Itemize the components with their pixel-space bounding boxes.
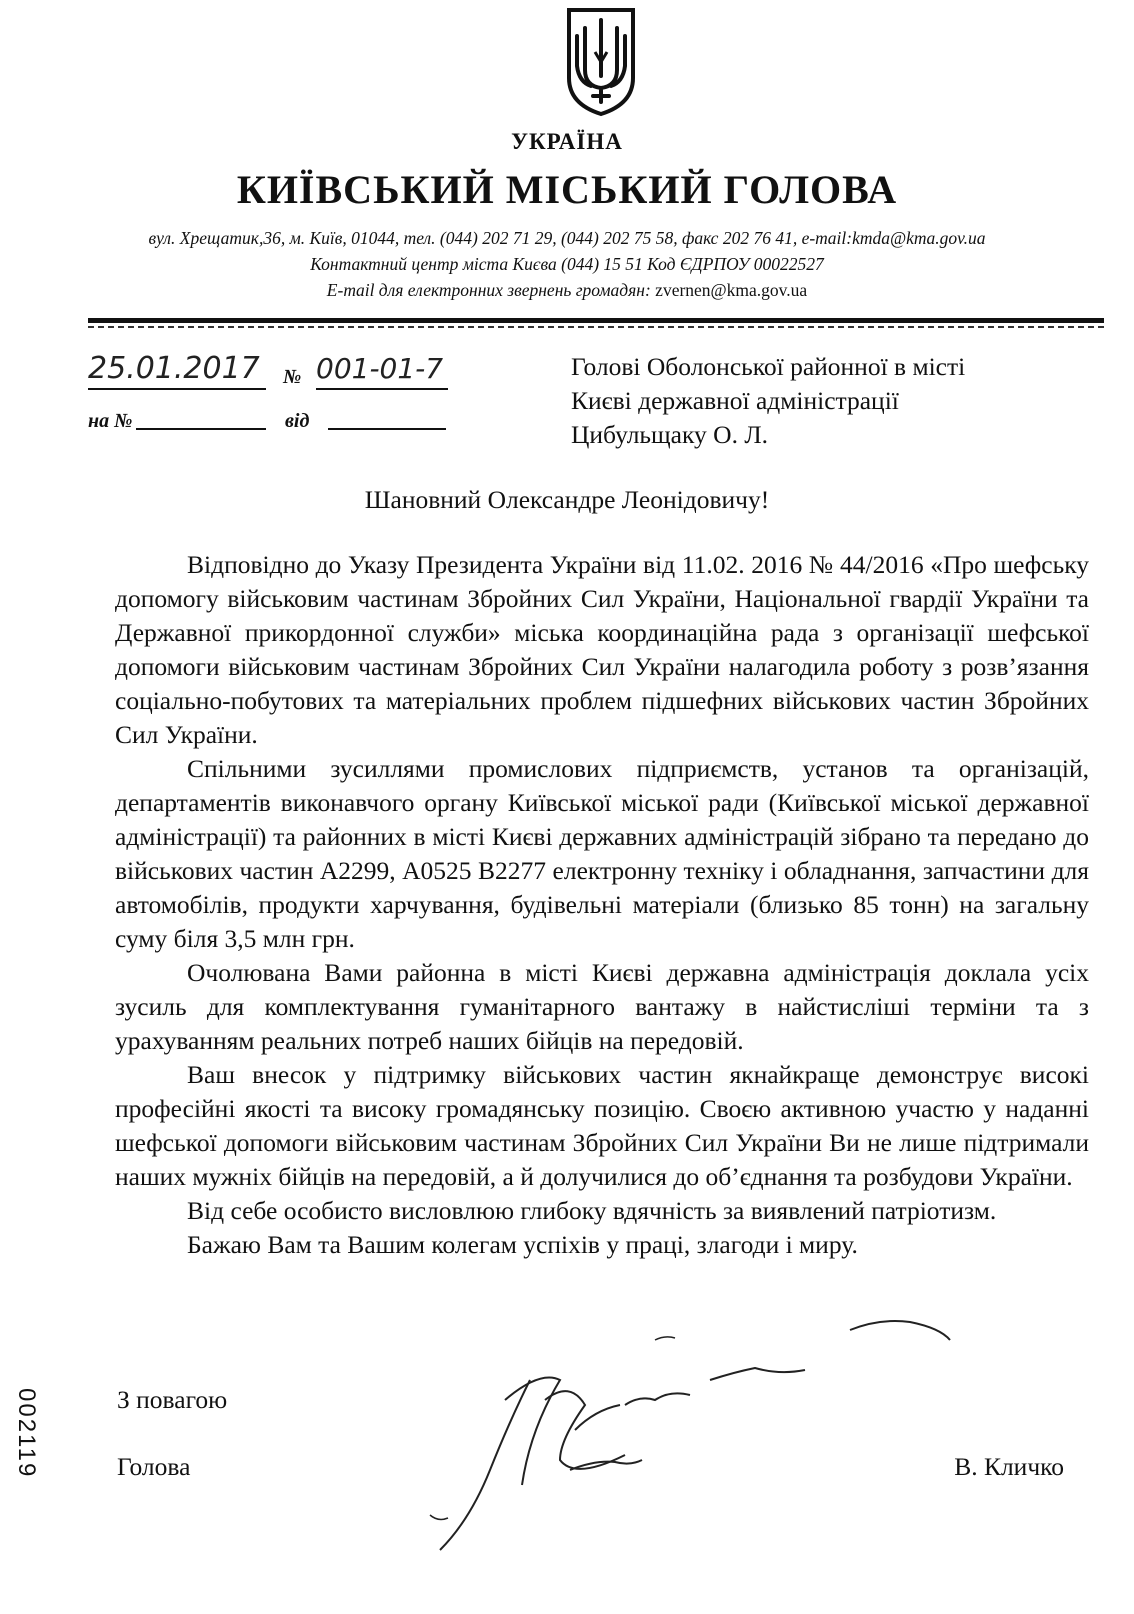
letter-body — [115, 548, 1089, 1262]
body-paragraph: Ваш внесок у підтримку військових частин якнайкраще демонструє високі професійні якості та високу громадянську позицію. Своєю активною участю у наданні шефської допомоги військовим частинам Збройних Сил України Ви не лише підтримали наших мужніх бійців на передовій, а й долучилися до об’єднання та розбудови України. — [115, 1060, 1089, 1191]
addressee-line: Голові Оболонської районної в місті — [571, 352, 966, 381]
header-divider-thick — [88, 318, 1104, 323]
archive-number: 002119 — [13, 1388, 40, 1479]
addressee-line: Києві державної адміністрації — [571, 386, 899, 415]
outgoing-date: 25.01.2017 — [88, 350, 266, 390]
salutation: Шановний Олександре Леонідовичу! — [364, 485, 770, 514]
outgoing-number: 001-01-7 — [316, 350, 448, 390]
contact-email-label: E-mail для електронних звернень громадян: — [326, 280, 651, 300]
outgoing-number-label: № — [283, 366, 302, 388]
body-paragraph: Від себе особисто висловлюю глибоку вдячність за виявлений патріотизм. — [187, 1196, 997, 1225]
body-paragraph: Очолювана Вами районна в місті Києві державна адміністрація доклала усіх зусиль для комплектування гуманітарного вантажу в найстисліші терміни та з урахуванням реальних потреб наших бійців на передовій. — [115, 958, 1089, 1055]
organization-heading: КИЇВСЬКИЙ МІСЬКИЙ ГОЛОВА — [236, 167, 898, 212]
body-paragraph: Відповідно до Указу Президента України від 11.02. 2016 № 44/2016 «Про шефську допомогу військовим частинам Збройних Сил України, Національної гвардії України та Державної прикордонної служби» міська координаційна рада з організації шефської допомоги військовим частинам Збройних Сил України налагодила роботу з розв’язання соціально-побутових та матеріальних проблем підшефних військових частин Збройних Сил України. — [115, 550, 1089, 749]
header-divider-dashed — [88, 326, 1104, 328]
reference-date-label: від — [285, 410, 310, 432]
contact-line-email — [0, 280, 1134, 301]
signer-name: В. Кличко — [954, 1452, 1064, 1481]
handwritten-signature-icon — [410, 1310, 970, 1560]
tryzub-coat-of-arms-icon — [565, 6, 637, 118]
reference-number-blank — [136, 428, 266, 430]
reference-number-label: на № — [88, 410, 133, 432]
contact-line-call-center: Контактний центр міста Києва (044) 15 51 Код ЄДРПОУ 00022527 — [310, 254, 824, 274]
contact-line-address: вул. Хрещатик,36, м. Київ, 01044, тел. (044) 202 71 29, (044) 202 75 58, факс 202 76 41, e-mail:kmda@kma.gov.ua — [148, 228, 986, 248]
signer-position: Голова — [117, 1452, 191, 1481]
country-heading: УКРАЇНА — [511, 129, 623, 154]
body-paragraph: Бажаю Вам та Вашим колегам успіхів у праці, злагоди і миру. — [187, 1230, 858, 1259]
reference-date-blank — [328, 428, 446, 430]
addressee-block — [571, 350, 965, 452]
contact-email-address: zvernen@kma.gov.ua — [655, 280, 808, 300]
addressee-line: Цибульщаку О. Л. — [571, 420, 768, 449]
body-paragraph: Спільними зусиллями промислових підприємств, установ та організацій, департаментів виконавчого органу Київської міської ради (Київської міської державної адміністрації) та районних в місті Києві державних адміністрацій зібрано та передано до військових частин А2299, А0525 В2277 електронну техніку і обладнання, запчастини для автомобілів, продукти харчування, будівельні матеріали (близько 85 тонн) на загальну суму біля 3,5 млн грн. — [115, 754, 1089, 953]
closing-regards: З повагою — [117, 1385, 228, 1414]
